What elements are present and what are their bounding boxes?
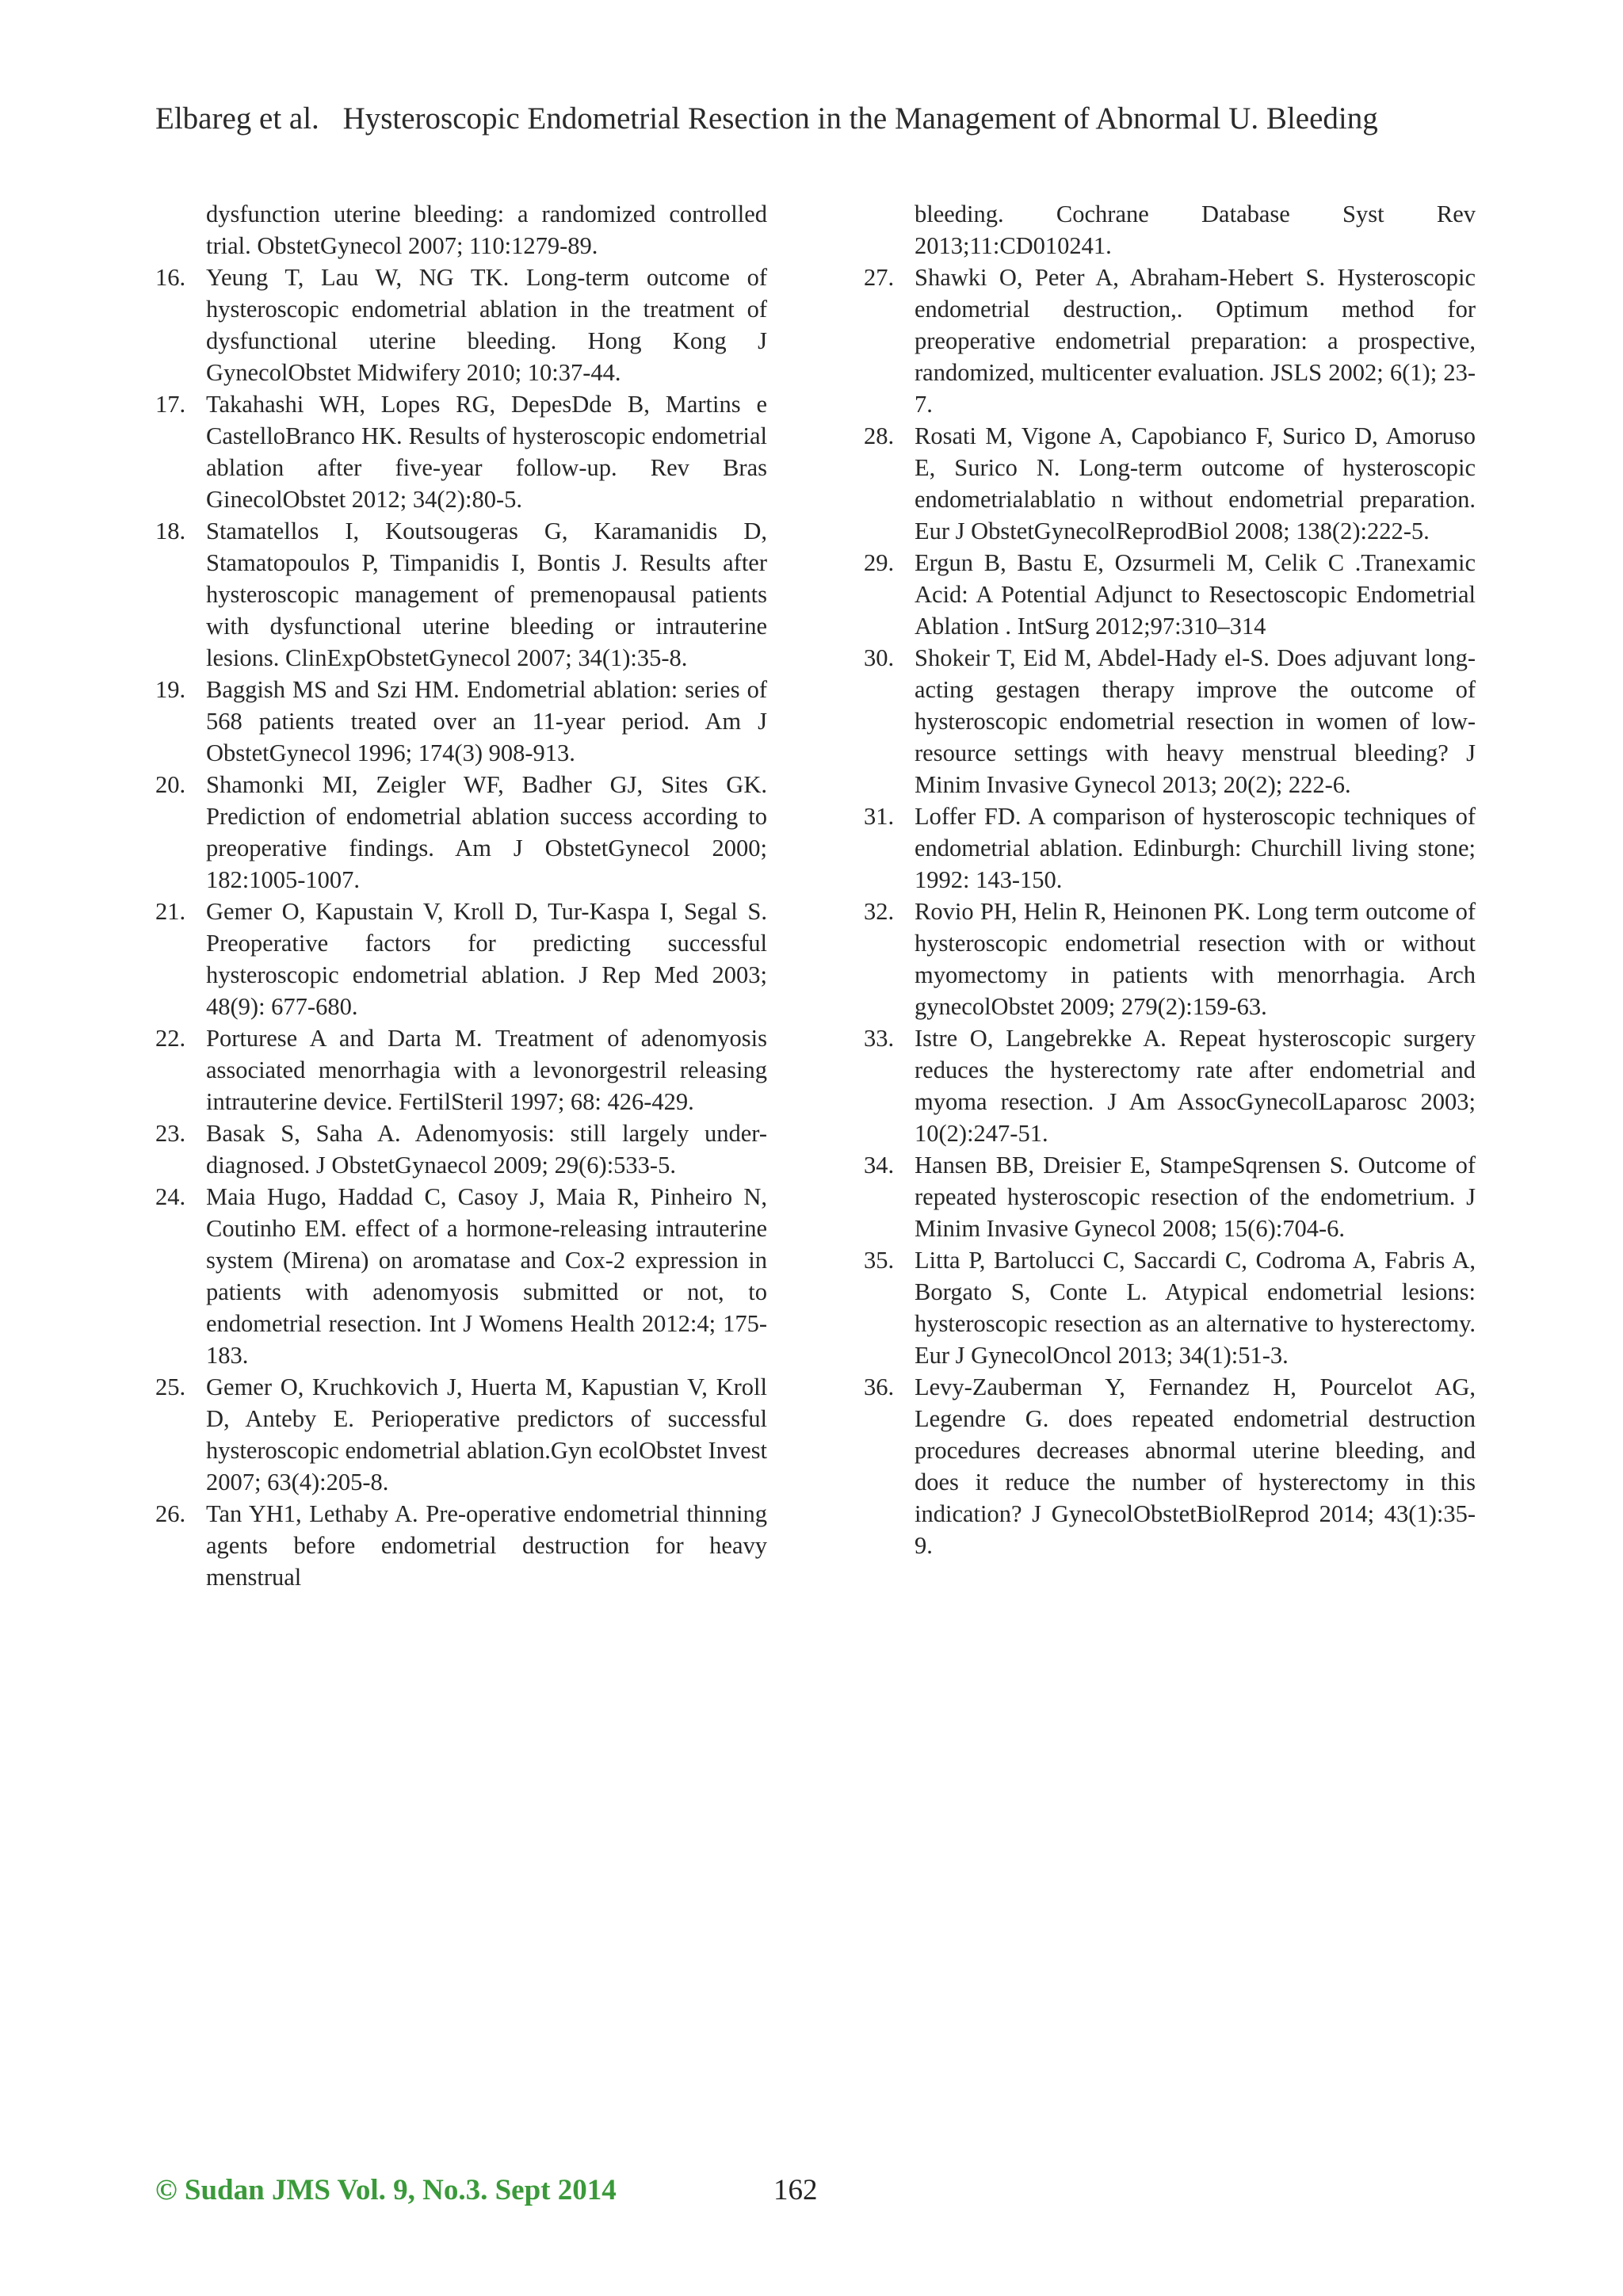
reference-text: Gemer O, Kapustain V, Kroll D, Tur-Kaspa I, Segal S. Preoperative factors for predicting successful hysteroscopic endometrial ablation. J Rep Med 2003; 48(9): 677-680. bbox=[206, 898, 767, 1020]
reference-number: 22. bbox=[155, 1025, 186, 1052]
reference-text: Gemer O, Kruchkovich J, Huerta M, Kapustian V, Kroll D, Anteby E. Perioperative predictors of successful hysteroscopic endometrial ablation.Gyn ecolObstet Invest 2007; 63(4):205-8. bbox=[206, 1373, 767, 1496]
reference-item bbox=[864, 1149, 1476, 1244]
reference-number: 16. bbox=[155, 264, 186, 291]
reference-item bbox=[155, 769, 767, 896]
reference-item bbox=[864, 896, 1476, 1022]
reference-item bbox=[864, 800, 1476, 896]
reference-number: 28. bbox=[864, 422, 895, 449]
reference-text: Basak S, Saha A. Adenomyosis: still largely under-diagnosed. J ObstetGynaecol 2009; 29(6):533-5. bbox=[206, 1120, 767, 1179]
reference-number: 20. bbox=[155, 771, 186, 798]
reference-text: Istre O, Langebrekke A. Repeat hysteroscopic surgery reduces the hysterectomy rate after endometrial and myoma resection. J Am AssocGynecolLaparosc 2003; 10(2):247-51. bbox=[915, 1025, 1476, 1147]
reference-number: 36. bbox=[864, 1373, 895, 1400]
reference-item bbox=[864, 1022, 1476, 1149]
reference-item bbox=[155, 1498, 767, 1593]
reference-item bbox=[155, 388, 767, 515]
reference-number: 32. bbox=[864, 898, 895, 925]
reference-item bbox=[155, 198, 767, 262]
reference-text: Shawki O, Peter A, Abraham-Hebert S. Hysteroscopic endometrial destruction,. Optimum method for preoperative endometrial preparation: a prospective, randomized, multicenter evaluation. JSLS 2002; 6(1); 23-7. bbox=[915, 264, 1476, 418]
reference-number: 34. bbox=[864, 1152, 895, 1179]
reference-number: 17. bbox=[155, 391, 186, 418]
reference-item bbox=[864, 547, 1476, 642]
reference-text: Porturese A and Darta M. Treatment of adenomyosis associated menorrhagia with a levonorgestril releasing intrauterine device. FertilSteril 1997; 68: 426-429. bbox=[206, 1025, 767, 1115]
reference-number: 31. bbox=[864, 803, 895, 830]
reference-text: Rosati M, Vigone A, Capobianco F, Surico D, Amoruso E, Surico N. Long-term outcome of hysteroscopic endometrialablatio n without endometrial preparation. Eur J ObstetGynecolReprodBiol 2008; 138(2):222-5. bbox=[915, 422, 1476, 544]
reference-number: 18. bbox=[155, 518, 186, 544]
reference-item bbox=[155, 262, 767, 388]
reference-text: Rovio PH, Helin R, Heinonen PK. Long term outcome of hysteroscopic endometrial resection with or without myomectomy in patients with menorrhagia. Arch gynecolObstet 2009; 279(2):159-63. bbox=[915, 898, 1476, 1020]
reference-item bbox=[155, 1022, 767, 1117]
reference-item bbox=[864, 262, 1476, 420]
reference-number: 30. bbox=[864, 644, 895, 671]
reference-number: 24. bbox=[155, 1183, 186, 1210]
reference-text: Stamatellos I, Koutsougeras G, Karamanidis D, Stamatopoulos P, Timpanidis I, Bontis J. Results after hysteroscopic management of premenopausal patients with dysfunctional uterine bleeding or intrauterine lesions. ClinExpObstetGynecol 2007; 34(1):35-8. bbox=[206, 518, 767, 671]
reference-text: dysfunction uterine bleeding: a randomized controlled trial. ObstetGynecol 2007; 110:1279-89. bbox=[206, 201, 767, 259]
reference-text: Takahashi WH, Lopes RG, DepesDde B, Martins e CastelloBranco HK. Results of hysteroscopic endometrial ablation after five-year follow-up. Rev Bras GinecolObstet 2012; 34(2):80-5. bbox=[206, 391, 767, 513]
page-footer bbox=[155, 2172, 818, 2210]
reference-item bbox=[155, 515, 767, 674]
reference-text: Shamonki MI, Zeigler WF, Badher GJ, Sites GK. Prediction of endometrial ablation success according to preoperative findings. Am J ObstetGynecol 2000; 182:1005-1007. bbox=[206, 771, 767, 893]
reference-number: 35. bbox=[864, 1247, 895, 1274]
reference-text: Litta P, Bartolucci C, Saccardi C, Codroma A, Fabris A, Borgato S, Conte L. Atypical endometrial lesions: hysteroscopic resection as an alternative to hysterectomy. Eur J GynecolOncol 2013; 34(1):51-3. bbox=[915, 1247, 1476, 1369]
reference-item bbox=[864, 1244, 1476, 1371]
reference-item bbox=[155, 1117, 767, 1181]
reference-number: 19. bbox=[155, 676, 186, 703]
reference-text: Loffer FD. A comparison of hysteroscopic techniques of endometrial ablation. Edinburgh: Churchill living stone; 1992: 143-150. bbox=[915, 803, 1476, 893]
reference-number: 23. bbox=[155, 1120, 186, 1147]
reference-item bbox=[864, 198, 1476, 262]
reference-item bbox=[155, 896, 767, 1022]
reference-number: 33. bbox=[864, 1025, 895, 1052]
reference-text: Hansen BB, Dreisier E, StampeSqrensen S. Outcome of repeated hysteroscopic resection of the endometrium. J Minim Invasive Gynecol 2008; 15(6):704-6. bbox=[915, 1152, 1476, 1242]
reference-number: 29. bbox=[864, 549, 895, 576]
reference-item bbox=[155, 674, 767, 769]
header-authors: Elbareg et al. bbox=[155, 101, 319, 136]
reference-text: Yeung T, Lau W, NG TK. Long-term outcome of hysteroscopic endometrial ablation in the treatment of dysfunctional uterine bleeding. Hong Kong J GynecolObstet Midwifery 2010; 10:37-44. bbox=[206, 264, 767, 386]
reference-text: Ergun B, Bastu E, Ozsurmeli M, Celik C .Tranexamic Acid: A Potential Adjunct to Resectoscopic Endometrial Ablation . IntSurg 2012;97:310–314 bbox=[915, 549, 1476, 640]
header-title: Hysteroscopic Endometrial Resection in the Management of Abnormal U. Bleeding bbox=[342, 101, 1378, 136]
reference-number: 25. bbox=[155, 1373, 186, 1400]
reference-item bbox=[864, 1371, 1476, 1561]
reference-text: Shokeir T, Eid M, Abdel-Hady el-S. Does adjuvant long-acting gestagen therapy improve the outcome of hysteroscopic endometrial resection in women of low-resource settings with heavy menstrual bleeding? J Minim Invasive Gynecol 2013; 20(2); 222-6. bbox=[915, 644, 1476, 798]
reference-text: Maia Hugo, Haddad C, Casoy J, Maia R, Pinheiro N, Coutinho EM. effect of a hormone-releasing intrauterine system (Mirena) on aromatase and Cox-2 expression in patients with adenomyosis submitted or not, to endometrial resection. Int J Womens Health 2012:4; 175-183. bbox=[206, 1183, 767, 1369]
reference-text: Tan YH1, Lethaby A. Pre-operative endometrial thinning agents before endometrial destruction for heavy menstrual bbox=[206, 1500, 767, 1591]
references-right-column bbox=[864, 198, 1476, 1561]
reference-number: 27. bbox=[864, 264, 895, 291]
reference-text: bleeding. Cochrane Database Syst Rev 2013;11:CD010241. bbox=[915, 201, 1476, 259]
running-header bbox=[155, 100, 1487, 138]
footer-journal: © Sudan JMS Vol. 9, No.3. Sept 2014 bbox=[155, 2174, 617, 2206]
reference-number: 21. bbox=[155, 898, 186, 925]
reference-text: Baggish MS and Szi HM. Endometrial ablation: series of 568 patients treated over an 11-year period. Am J ObstetGynecol 1996; 174(3) 908-913. bbox=[206, 676, 767, 766]
reference-item bbox=[864, 642, 1476, 800]
reference-item bbox=[155, 1371, 767, 1498]
references-left-column bbox=[155, 198, 767, 1593]
reference-item bbox=[864, 420, 1476, 547]
reference-item bbox=[155, 1181, 767, 1371]
reference-text: Levy-Zauberman Y, Fernandez H, Pourcelot AG, Legendre G. does repeated endometrial destruction procedures decreases abnormal uterine bleeding, and does it reduce the number of hysterectomy in this indication? J GynecolObstetBiolReprod 2014; 43(1):35-9. bbox=[915, 1373, 1476, 1559]
reference-number: 26. bbox=[155, 1500, 186, 1527]
page-number: 162 bbox=[773, 2174, 818, 2206]
